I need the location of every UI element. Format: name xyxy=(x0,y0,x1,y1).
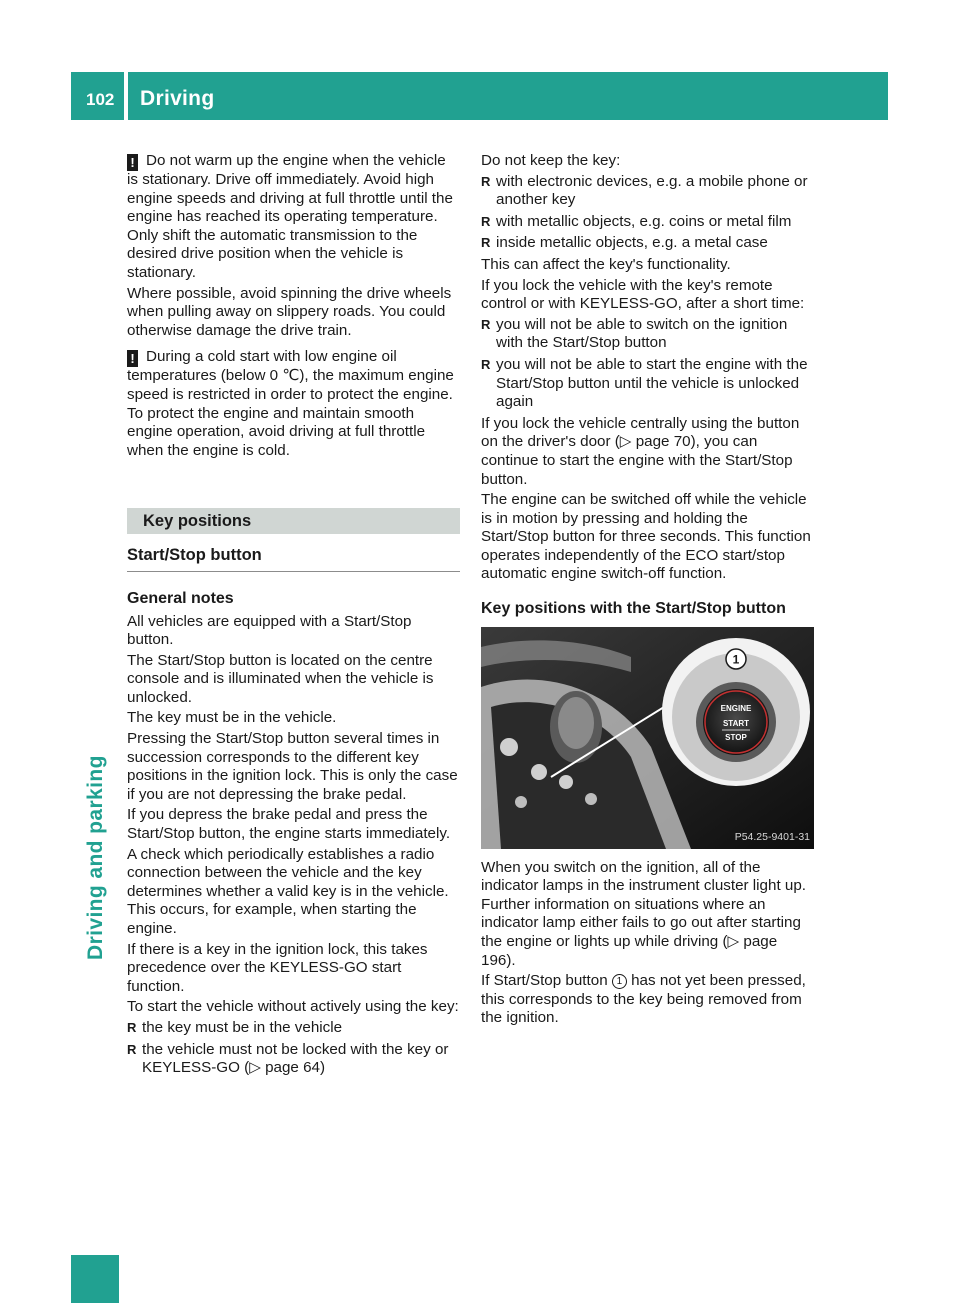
side-tab xyxy=(84,560,118,960)
paragraph: The key must be in the vehicle. xyxy=(127,709,337,727)
side-tab-label: Driving and parking xyxy=(84,755,107,960)
page-number: 102 xyxy=(86,90,115,109)
paragraph-text: has not yet been pressed, this corresponds to the key being removed from the ignition. xyxy=(481,972,806,1027)
list-item: R inside metallic objects, e.g. a metal case xyxy=(481,234,814,253)
start-stop-photo xyxy=(481,627,814,849)
general-notes-heading: General notes xyxy=(127,589,234,607)
warning-text: During a cold start with low engine oil temperatures (below 0 ℃), the maximum engine speed is restricted in order to protect the engine. To protect the engine and maintain smooth engine operation, avoid driving at full throttle when the engine is cold. xyxy=(127,348,454,459)
button-label-stop: STOP xyxy=(725,732,747,742)
callout-reference: 1 xyxy=(612,974,627,989)
paragraph: The engine can be switched off while the vehicle is in motion by pressing and holding the Start/Stop button for three seconds. This function operates independently of the ECO start/stop automatic engine switch-off function. xyxy=(481,491,811,583)
paragraph: Pressing the Start/Stop button several times in succession corresponds to the different key positions in the ignition lock. This is only the case if you are not depressing the brake pedal. xyxy=(127,730,458,803)
paragraph: Do not keep the key: xyxy=(481,152,621,169)
header-divider xyxy=(124,72,128,120)
paragraph: If you lock the vehicle with the key's remote control or with KEYLESS-GO, after a short time: xyxy=(481,276,805,313)
warning-icon: ! xyxy=(127,350,138,367)
warning-notice xyxy=(127,348,460,460)
list-item: R you will not be able to switch on the ignition with the Start/Stop button xyxy=(481,316,814,353)
section-heading: Key positions xyxy=(127,508,460,534)
paragraph: A check which periodically establishes a radio connection between the vehicle and the key determines whether a valid key is in the vehicle. This occurs, for example, when starting the engine. xyxy=(127,845,449,937)
subheading: Key positions with the Start/Stop button xyxy=(481,600,786,618)
console-illustration xyxy=(481,627,814,849)
list-item: R the vehicle must not be locked with the key or KEYLESS-GO (▷ page 64) xyxy=(127,1041,460,1078)
list-item: R with metallic objects, e.g. coins or metal film xyxy=(481,213,814,232)
page-title: Driving xyxy=(140,87,215,110)
warning-text: Where possible, avoid spinning the drive wheels when pulling away on slippery roads. You could otherwise damage the drive train. xyxy=(127,284,452,339)
button-label-start: START xyxy=(722,718,750,728)
paragraph: To start the vehicle without actively using the key: xyxy=(127,998,459,1016)
paragraph-text: If Start/Stop button xyxy=(481,972,608,990)
paragraph xyxy=(481,972,814,1028)
left-column xyxy=(127,152,460,1081)
list-item: R you will not be able to start the engine with the Start/Stop button until the vehicle is unlocked again xyxy=(481,356,814,412)
button-label-engine: ENGINE xyxy=(720,703,752,713)
side-tab-marker xyxy=(71,1255,119,1303)
list-item: R with electronic devices, e.g. a mobile phone or another key xyxy=(481,173,814,210)
warning-icon: ! xyxy=(127,154,138,171)
subsection-heading: Start/Stop button xyxy=(127,546,460,572)
warning-text: Do not warm up the engine when the vehicle is stationary. Drive off immediately. Avoid high engine speeds and driving at full throttle until the engine has reached its operating temperature. xyxy=(127,152,453,226)
right-column xyxy=(481,152,814,1030)
paragraph: The Start/Stop button is located on the centre console and is illuminated when the vehicle is unlocked. xyxy=(127,651,434,706)
photo-caption: P54.25-9401-31 xyxy=(734,831,810,844)
warning-text: Only shift the automatic transmission to the desired drive position when the vehicle is stationary. xyxy=(127,226,418,281)
warning-notice xyxy=(127,152,460,227)
paragraph: If there is a key in the ignition lock, this takes precedence over the KEYLESS-GO start function. xyxy=(127,940,428,995)
callout-number: 1 xyxy=(732,652,740,667)
paragraph: When you switch on the ignition, all of the indicator lamps in the instrument cluster light up. Further information on situations where an indicator lamp either fails to go out after starting the engine or lights up while driving (▷ page 196). xyxy=(481,858,806,969)
paragraph: If you depress the brake pedal and press the Start/Stop button, the engine starts immediately. xyxy=(127,806,451,843)
paragraph: This can affect the key's functionality. xyxy=(481,255,731,273)
paragraph: All vehicles are equipped with a Start/Stop button. xyxy=(127,612,412,649)
list-item: R the key must be in the vehicle xyxy=(127,1019,460,1038)
paragraph: If you lock the vehicle centrally using the button on the driver's door (▷ page 70), you can continue to start the engine with the Start/Stop button. xyxy=(481,414,800,488)
